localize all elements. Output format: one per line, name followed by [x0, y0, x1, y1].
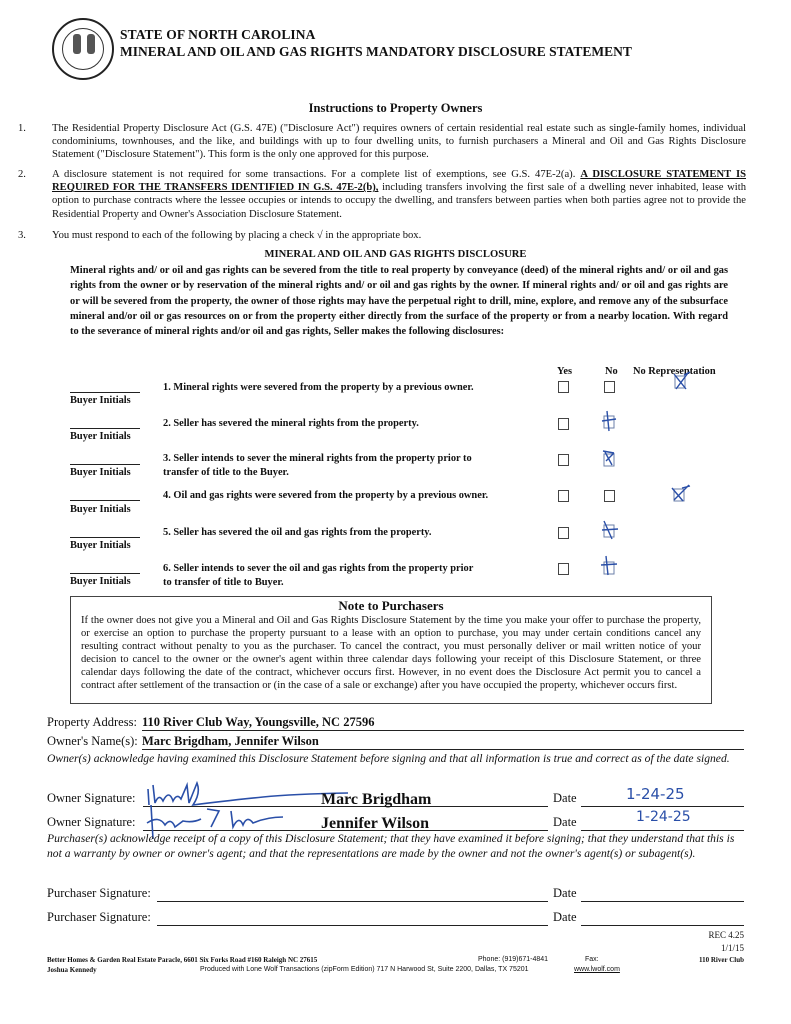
q6-no-checkmark[interactable] [598, 555, 620, 577]
purchaser-signature-label-2: Purchaser Signature: [47, 910, 151, 924]
nc-seal-icon [52, 18, 114, 80]
owner-signature-field-2[interactable]: Jennifer Wilson [143, 815, 548, 831]
q3-no-checkmark[interactable] [598, 447, 620, 469]
note-to-purchasers-box [70, 596, 712, 704]
buyer-initials-label: Buyer Initials [70, 576, 131, 587]
col-no-representation: No Representation [633, 366, 716, 377]
footer-brokerage: Better Homes & Garden Real Estate Paracle, 6601 Six Forks Road #160 Raleigh NC 27615 [47, 956, 318, 964]
q1-no-checkbox[interactable] [604, 381, 615, 393]
footer-website-link[interactable]: www.lwolf.com [574, 966, 620, 973]
footer-agent: Joshua Kennedy [47, 966, 97, 974]
q2-yes-checkbox[interactable] [558, 418, 569, 430]
property-address-field[interactable]: 110 River Club Way, Youngsville, NC 27596 [142, 715, 744, 731]
question-3: 3. Seller intends to sever the mineral rights from the property prior to transfer of title to the Buyer. [163, 453, 472, 478]
question-6: 6. Seller intends to sever the oil and gas rights from the property prior to transfer of title to Buyer. [163, 563, 474, 588]
purchaser-date-field-1[interactable] [581, 886, 744, 902]
required-transfers-emphasis: A DISCLOSURE STATEMENT IS REQUIRED FOR THE TRANSFERS IDENTIFIED IN G.S. 47E-2(b), [52, 169, 746, 194]
purchaser-signature-field-1[interactable] [157, 886, 548, 902]
footer-doc-name: 110 River Club [699, 956, 744, 964]
buyer-initials-label: Buyer Initials [70, 395, 131, 406]
owner-signature-label-2: Owner Signature: [47, 815, 136, 829]
q6-yes-checkbox[interactable] [558, 563, 569, 575]
owner-date-field-1[interactable]: 1-24-25 [581, 791, 744, 807]
owner-date-field-2[interactable]: 1-24-25 [581, 815, 744, 831]
q5-yes-checkbox[interactable] [558, 527, 569, 539]
q2-no-checkmark[interactable] [598, 410, 620, 432]
property-address-label: Property Address: [47, 715, 137, 729]
buyer-initials-label: Buyer Initials [70, 467, 131, 478]
q4-no-checkbox[interactable] [604, 490, 615, 502]
q1-yes-checkbox[interactable] [558, 381, 569, 393]
q4-yes-checkbox[interactable] [558, 490, 569, 502]
disclosure-paragraph: Mineral rights and/ or oil and gas rights can be severed from the title to real property by conveyance (deed) of the mineral rights and/ or oil and gas rights from the owner or by reservation of the mineral rights and/ or oil and gas rights by the owner. If mineral rights and/ or oil and gas rights are or will be severed from the property, the owner of those rights may have the perpetual right to drill, mine, explore, and remove any of the subsurface mineral and/or oil or gas resources on or from the property either directly from the surface of the property or from a nearby location. With regard to the severance of mineral rights and/or oil and gas rights, Seller makes the following disclosures: [70, 265, 728, 338]
buyer-initials-field-1[interactable] [70, 392, 140, 393]
purchaser-signature-field-2[interactable] [157, 910, 548, 926]
instruction-item-1: 1. The Residential Property Disclosure Act (G.S. 47E) ("Disclosure Act") requires owners of certain residential real estate such as single-family homes, individual condominiums, townhouses, and the like, and buildings with up to four dwelling units, to furnish purchasers a Mineral and Oil and Gas Rights Disclosure Statement ("Disclosure Statement"). This form is the only one approved for this purpose. [18, 123, 746, 161]
q4-no-representation-checkmark[interactable] [669, 483, 691, 505]
disclosure-heading: MINERAL AND OIL AND GAS RIGHTS DISCLOSURE [264, 249, 527, 260]
instructions-heading: Instructions to Property Owners [308, 101, 483, 115]
question-4: 4. Oil and gas rights were severed from the property by a previous owner. [163, 490, 489, 501]
buyer-initials-label: Buyer Initials [70, 431, 131, 442]
question-1: 1. Mineral rights were severed from the property by a previous owner. [163, 382, 474, 393]
q1-no-representation-checkmark[interactable] [670, 370, 692, 392]
purchaser-signature-label-1: Purchaser Signature: [47, 886, 151, 900]
buyer-initials-field-3[interactable] [70, 464, 140, 465]
owner-signature-label-1: Owner Signature: [47, 791, 136, 805]
buyer-initials-field-5[interactable] [70, 537, 140, 538]
owner-date-label-2: Date [553, 815, 577, 829]
form-date: 1/1/15 [720, 943, 744, 953]
title-state: STATE OF NORTH CAROLINA [120, 27, 316, 42]
q3-yes-checkbox[interactable] [558, 454, 569, 466]
owners-name-label: Owner's Name(s): [47, 734, 138, 748]
owner-date-label-1: Date [553, 791, 577, 805]
col-yes: Yes [557, 366, 573, 377]
buyer-initials-field-2[interactable] [70, 428, 140, 429]
instruction-item-2: 2. A disclosure statement is not required for some transactions. For a complete list of exemptions, see G.S. 47E-2(a). A DISCLOSURE STATEMENT IS REQUIRED FOR THE TRANSFERS IDENTIFIED IN G.S. 47E-2(b), including transfers involving the first sale of a dwelling never inhabited, lease with option to purchase contracts where the lessee occupies or intends to occupy the dwelling, and transfers between parties when both parties agree not to provide the Residential Property and Owner's Association Disclosure Statement. [18, 169, 746, 220]
question-2: 2. Seller has severed the mineral rights from the property. [163, 418, 419, 429]
q5-no-checkmark[interactable] [598, 519, 620, 541]
note-text: If the owner does not give you a Mineral and Oil and Gas Rights Disclosure Statement by the time you make your offer to purchase the property, or exercise an option to purchase the property pursuant to a lease with an option to purchase, you may under certain conditions cancel any resulting contract without penalty to you as the purchaser. To cancel the contract, you must personally deliver or mail written notice of your decision to cancel to the owner or the owner's agent within three calendar days following your receipt of this Disclosure Statement, or three calendar days following the date of the contract, whichever occurs first. However, in no event does the Disclosure Act permit you to cancel a contract after settlement of the transaction or (in the case of a sale or exchange) after you have occupied the property, whichever occurs first. [81, 615, 701, 691]
col-no: No [605, 366, 618, 377]
title-form: MINERAL AND OIL AND GAS RIGHTS MANDATORY DISCLOSURE STATEMENT [120, 44, 632, 59]
purchaser-acknowledgement: Purchaser(s) acknowledge receipt of a copy of this Disclosure Statement; that they have examined it before signing; that they understand that this is not a warranty by owner or owner's agent; and that the representations are made by the owner and not the owner's agent(s) or subagent(s). [47, 832, 735, 860]
buyer-initials-label: Buyer Initials [70, 540, 131, 551]
buyer-initials-field-6[interactable] [70, 573, 140, 574]
instruction-item-3: 3. You must respond to each of the following by placing a check √ in the appropriate box. [18, 230, 422, 241]
owner-acknowledgement: Owner(s) acknowledge having examined this Disclosure Statement before signing and that all information is true and correct as of the date signed. [47, 752, 730, 765]
form-code: REC 4.25 [708, 930, 744, 940]
owners-name-field[interactable]: Marc Brigdham, Jennifer Wilson [142, 734, 744, 750]
buyer-initials-field-4[interactable] [70, 500, 140, 501]
question-5: 5. Seller has severed the oil and gas rights from the property. [163, 527, 432, 538]
footer-fax: Fax: [585, 956, 599, 963]
buyer-initials-label: Buyer Initials [70, 504, 131, 515]
purchaser-date-field-2[interactable] [581, 910, 744, 926]
footer-phone: Phone: (919)671-4841 [478, 956, 549, 963]
purchaser-date-label-1: Date [553, 886, 577, 900]
owner-signature-field-1[interactable]: Marc Brigdham [143, 791, 548, 807]
instruction-text: The Residential Property Disclosure Act (G.S. 47E) ("Disclosure Act") requires owners of certain residential real estate such as single-family homes, individual condominiums, townhouses, and the like, and buildings with up to four dwelling units, to furnish purchasers a Mineral and Oil and Gas Rights Disclosure Statement ("Disclosure Statement"). This form is the only one approved for this purpose. [52, 123, 746, 161]
purchaser-date-label-2: Date [553, 910, 577, 924]
note-heading: Note to Purchasers [338, 598, 444, 613]
footer-produced-by: Produced with Lone Wolf Transactions (zipForm Edition) 717 N Harwood St, Suite 2200, Dallas, TX 75201 [200, 966, 529, 973]
